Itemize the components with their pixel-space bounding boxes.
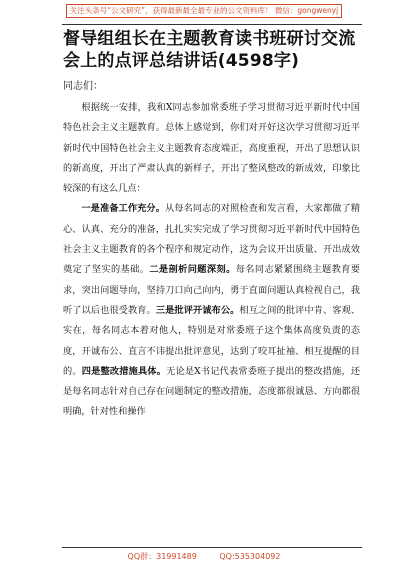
document-body [63, 98, 360, 423]
point-heading-1: 一是准备工作充分。 [81, 203, 166, 215]
point-heading-2: 二是剖析问题深刻。 [149, 264, 236, 276]
text-run: 根据统一安排，我和X同志参加常委班子学习贯彻习近平新时代中国特色社会主义主题教育。总体上感觉到，你们对开好这次学习贯彻习近平新时代中国特色社会主义主题教育态度端正，高度重视，开出了思想认识的新高度，开出了严肃认真的新样子，开出了整风整改的新成效，印象比较深的有这么几点： [63, 102, 360, 195]
header-divider [62, 24, 362, 25]
point-heading-3: 三是批评开诚布公。 [155, 304, 240, 316]
paragraph-2 [63, 199, 360, 422]
text-run: 每名同志紧紧围绕主题教育要求，突出问题导向，坚持刀口向己向内，勇于直面问题认真检视自己，我听了以后也很受教育。 [63, 264, 360, 316]
salutation: 同志们： [63, 81, 103, 92]
footer-qq: QQ:535304092 [219, 552, 281, 561]
paragraph-1 [63, 98, 360, 199]
point-heading-4: 四是整改措施具体。 [81, 365, 167, 377]
document-title: 督导组组长在主题教育读书班研讨交流会上的点评总结讲话(4598字) [63, 29, 356, 71]
footer [0, 551, 408, 563]
text-run: 相互之间的批评中肯、客观、实在，每名同志本着对他人，特别是对常委班子这个集体高度负责的态度，开诚布公、直言不讳提出批评意见，达到了咬耳扯袖、相互提醒的目的。 [63, 304, 361, 377]
footer-divider [62, 547, 362, 548]
footer-qq-group: QQ群：31991489 [127, 552, 197, 561]
header-banner: 关注头条号“公文研究”，获得最新最全最专业的公文资料库！ 微信：gongwenyj [66, 4, 342, 18]
text-run: 无论是X书记代表常委班子提出的整改措施，还是每名同志针对自己存在问题制定的整改措施，态度都很诚恳、方向都很明确，针对性和操作 [63, 365, 361, 418]
text-run: 从每名同志的对照检查和发言看，大家都做了精心、认真、充分的准备，扎扎实实完成了学习贯彻习近平新时代中国特色社会主义主题教育的各个程序和规定动作，这为会议开出质量、开出成效奠定了坚实的基础。 [63, 203, 361, 276]
